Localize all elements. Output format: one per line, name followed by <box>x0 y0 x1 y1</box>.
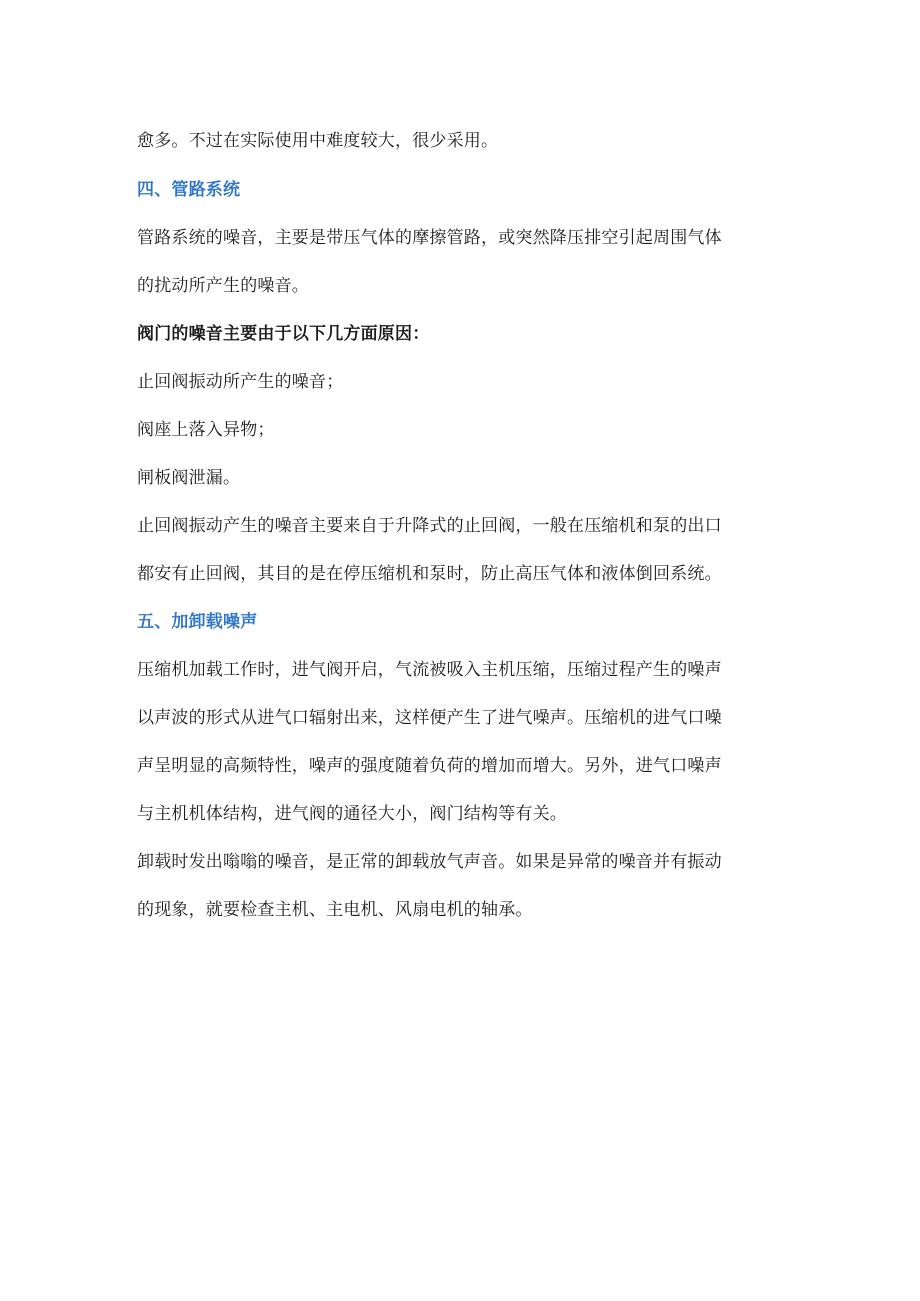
section4-paragraph2-line1: 止回阀振动产生的噪音主要来自于升降式的止回阀，一般在压缩机和泵的出口 <box>137 516 722 536</box>
section5-paragraph1-line: 与主机机体结构，进气阀的通径大小，阀门结构等有关。 <box>137 804 567 824</box>
section5-paragraph2-line: 卸载时发出嗡嗡的噪音，是正常的卸载放气声音。如果是异常的噪音并有振动 <box>137 852 722 872</box>
valve-noise-subheading: 阀门的噪音主要由于以下几方面原因： <box>137 324 430 344</box>
section5-paragraph2-line: 的现象，就要检查主机、主电机、风扇电机的轴承。 <box>137 900 533 920</box>
section4-paragraph1-line2: 的扰动所产生的噪音。 <box>137 276 309 296</box>
list-item: 闸板阀泄漏。 <box>137 468 241 488</box>
section4-paragraph2-line2: 都安有止回阀，其目的是在停压缩机和泵时，防止高压气体和液体倒回系统。 <box>137 564 722 584</box>
section4-heading: 四、管路系统 <box>137 180 241 200</box>
section5-heading: 五、加卸载噪声 <box>137 612 258 632</box>
list-item: 阀座上落入异物； <box>137 420 275 440</box>
section5-paragraph1-line: 压缩机加载工作时，进气阀开启，气流被吸入主机压缩，压缩过程产生的噪声 <box>137 660 722 680</box>
section5-paragraph1-line: 以声波的形式从进气口辐射出来，这样便产生了进气噪声。压缩机的进气口噪 <box>137 708 722 728</box>
intro-tail-text: 愈多。不过在实际使用中难度较大，很少采用。 <box>137 131 499 151</box>
list-item: 止回阀振动所产生的噪音； <box>137 372 344 392</box>
section4-paragraph1-line1: 管路系统的噪音，主要是带压气体的摩擦管路，或突然降压排空引起周围气体 <box>137 228 722 248</box>
section5-paragraph1-line: 声呈明显的高频特性，噪声的强度随着负荷的增加而增大。另外，进气口噪声 <box>137 756 722 776</box>
